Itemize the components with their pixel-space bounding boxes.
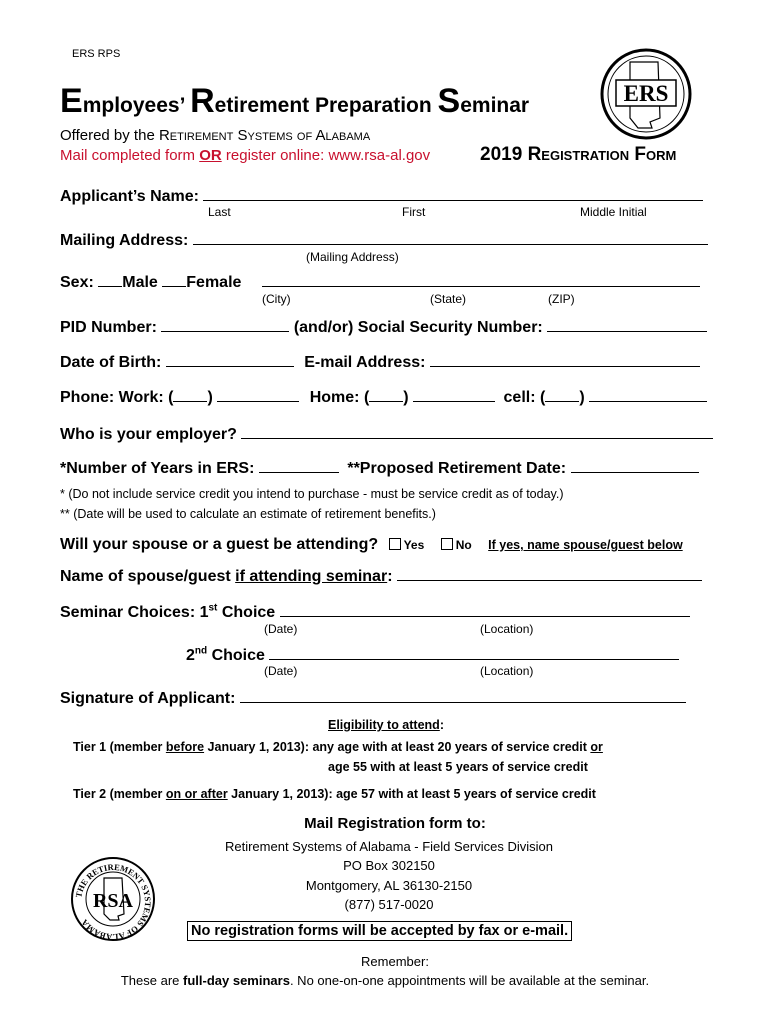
footer-full-day: full-day seminars [183,973,290,988]
signature-row [60,688,686,708]
dob-field[interactable] [166,352,294,367]
email-field[interactable] [430,352,700,367]
second-choice-field[interactable] [269,645,679,660]
tier1-before: before [165,740,205,754]
seal-ring-text: THE RETIREMENT SYSTEMS OF ALABAMA [73,861,154,942]
tier2-text-a: Tier 2 (member [73,787,166,801]
spouse-name-row: Name of spouse/guest if attending seminar: [60,566,702,586]
mail-line-3: Montgomery, AL 36130-2150 [305,877,473,893]
second-number: 2 [186,647,195,664]
pid-field[interactable] [161,317,289,332]
first-choice-row [60,602,690,622]
mailing-address-row [60,230,708,250]
second-choice-row [186,645,679,665]
female-field[interactable] [162,272,186,287]
ssn-field[interactable] [547,317,707,332]
mail-or: OR [199,147,222,164]
home-phone-field[interactable] [413,387,495,402]
last-caption: Last [208,205,231,219]
form-code: ERS RPS [72,48,121,60]
pid-label: PID Number: [60,319,157,336]
title-part-1: mployees’ [82,94,191,117]
footer-note [0,973,770,988]
spouse-question: Will your spouse or a guest be attending? [60,536,379,553]
cell-area-code-field[interactable] [545,387,579,402]
tier2-on-or-after: on or after [165,787,228,801]
tier2-text-b: January 1, 2013): age 57 with at least 5 years of service credit [227,787,596,801]
note-retirement-date: ** (Date will be used to calculate an estimate of retirement benefits.) [60,507,436,521]
eligibility-heading: Eligibility to attend: [328,718,444,732]
home-area-code-field[interactable] [369,387,403,402]
ers-logo [600,48,692,140]
first-choice-location-caption: (Location) [480,622,534,636]
spouse-name-prefix: Name of spouse/guest [60,568,236,585]
offered-org: Retirement Systems of Alabama [158,127,371,144]
seminar-choices-label: Seminar Choices: 1 [60,604,209,621]
yes-label: Yes [403,538,425,552]
first-choice-date-caption: (Date) [264,622,298,636]
no-label: No [455,538,472,552]
work-phone-field[interactable] [217,387,299,402]
footer-text-a: These are [120,973,184,988]
second-choice-location-caption: (Location) [480,664,534,678]
sex-label: Sex: [60,274,94,291]
no-fax-notice: No registration forms will be accepted by fax or e-mail. [187,921,572,941]
retirement-date-label: **Proposed Retirement Date: [347,460,567,477]
second-choice-label: Choice [207,647,265,664]
applicant-name-label: Applicant’s Name: [60,188,199,205]
applicant-name-row [60,186,703,206]
middle-caption: Middle Initial [580,205,647,219]
mailing-address-label: Mailing Address: [60,232,189,249]
employer-row [60,424,713,444]
mailing-address-field[interactable] [193,230,708,245]
first-choice-field[interactable] [280,602,690,617]
second-suffix: nd [194,645,208,657]
no-checkbox[interactable] [441,538,453,550]
dob-label: Date of Birth: [60,354,162,371]
first-caption: First [402,205,426,219]
pid-row: PID Number: (and/or) Social Security Number: [60,317,707,337]
ssn-label: (and/or) Social Security Number [293,319,538,336]
mailing-address-caption: (Mailing Address) [306,250,399,264]
mail-line-4: (877) 517-0020 [344,896,434,912]
title-part-2: etirement Preparation [214,94,438,117]
zip-caption: (ZIP) [548,292,575,306]
work-area-code-field[interactable] [173,387,207,402]
applicant-name-field[interactable] [203,186,703,201]
title-initial-e: E [60,82,83,120]
cell-label: cell [503,389,531,406]
form-year: 2019 [480,144,523,165]
tier1-or: or [590,740,603,754]
note-service-credit: * (Do not include service credit you intend to purchase - must be service credit as of today.) [60,487,564,501]
title-initial-s: S [437,82,461,120]
signature-label: Signature of Applicant: [60,690,236,707]
seal-mark: RSA [92,890,134,912]
offered-by [60,127,370,144]
title-part-3: eminar [460,94,530,117]
male-field[interactable] [98,272,122,287]
tier1-line [73,740,603,754]
phone-row: Phone: Work: ( ) Home: ( ) cell: ( ) [60,387,707,407]
retirement-date-field[interactable] [571,458,699,473]
spouse-name-field[interactable] [397,566,702,581]
mail-prefix: Mail completed form [60,147,200,164]
mail-suffix: register online: www.rsa-al.gov [221,147,431,164]
remember-text: Remember: [361,954,429,969]
logo-text: ERS [623,81,669,106]
spouse-question-row [60,536,683,554]
city-caption: (City) [262,292,291,306]
tier1-line-2: age 55 with at least 5 years of service credit [328,760,588,774]
sex-row [60,272,241,292]
years-row [60,458,699,478]
first-choice-label: Choice [217,604,276,621]
page-title [60,82,529,121]
offered-prefix: Offered by the [60,127,159,144]
employer-field[interactable] [241,424,713,439]
spouse-name-underlined: if attending seminar [235,568,388,585]
state-caption: (State) [430,292,467,306]
home-label: Home [309,389,355,406]
tier1-text-a: Tier 1 (member [73,740,166,754]
yes-checkbox[interactable] [389,538,401,550]
years-field[interactable] [259,458,339,473]
eligibility-heading-text: Eligibility to attend [328,718,440,732]
mail-line-1: Retirement Systems of Alabama - Field Services Division [224,839,553,854]
dob-row [60,352,700,372]
footer-text-c: . No one-on-one appointments will be available at the seminar. [289,973,650,988]
email-label: E-mail Address: [304,354,426,371]
signature-field[interactable] [240,688,686,703]
form-title: Registration Form [527,144,677,165]
mail-heading-text: Mail Registration form to: [304,815,486,832]
city-state-zip-field-wrap [262,272,700,292]
first-suffix: st [208,602,218,614]
rsa-seal [70,856,156,942]
phone-work-label: Phone: Work: ( [60,389,174,406]
female-label: Female [186,274,242,291]
employer-label: Who is your employer? [60,426,237,443]
if-yes-instruction: If yes, name spouse/guest below [488,538,683,552]
second-choice-date-caption: (Date) [264,664,298,678]
mail-line-2: PO Box 302150 [343,858,435,874]
remember-label [0,954,770,969]
male-label: Male [122,274,158,291]
tier1-text-b: January 1, 2013): any age with at least 20 years of service credit [204,740,591,754]
form-heading [480,144,676,166]
title-initial-r: R [190,82,215,120]
tier2-line [73,787,596,801]
mail-heading [0,815,770,832]
mail-instruction [60,147,430,164]
city-state-zip-field[interactable] [262,272,700,287]
years-label: *Number of Years in ERS: [60,460,255,477]
cell-phone-field[interactable] [589,387,707,402]
